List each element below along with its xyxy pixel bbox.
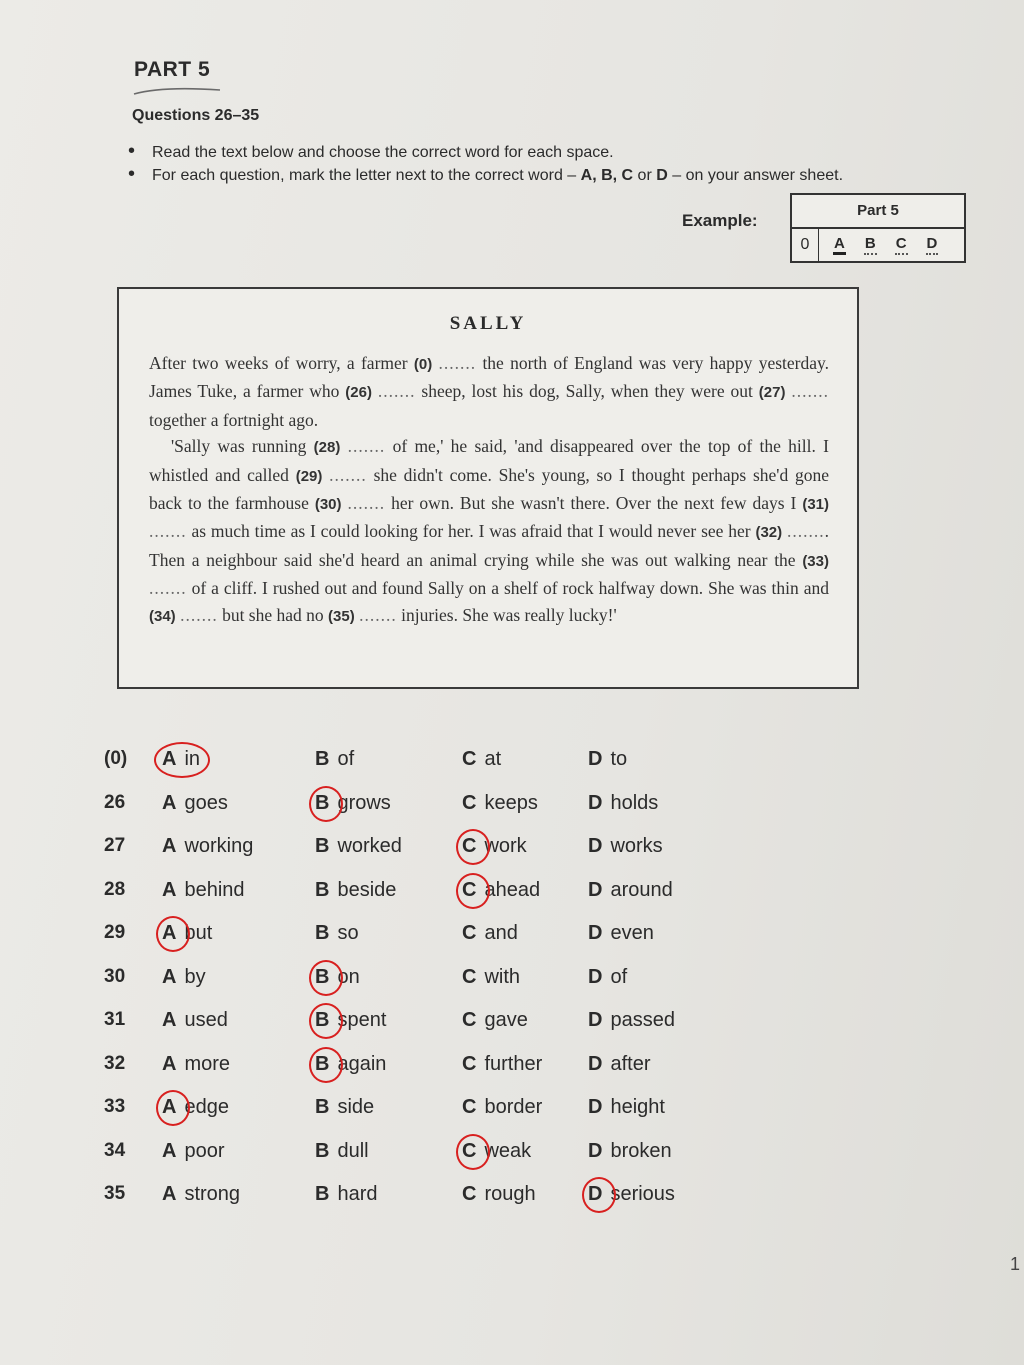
option-c[interactable] <box>462 835 527 858</box>
question-number: 26 <box>104 791 126 813</box>
question-number: (0) <box>104 748 128 769</box>
option-word: by <box>184 965 206 988</box>
option-letter: B <box>315 922 330 944</box>
pen-circle-mark <box>156 916 190 952</box>
gap-31: (31) <box>802 496 830 514</box>
option-d[interactable] <box>588 792 658 815</box>
option-word: gave <box>484 1009 528 1031</box>
gap-26: (26) <box>345 384 372 402</box>
option-d[interactable] <box>588 1140 672 1163</box>
option-word: worked <box>337 835 402 857</box>
option-letter: C <box>462 1183 477 1205</box>
option-word: dull <box>337 1139 369 1162</box>
option-letter: A <box>162 1009 177 1031</box>
question-number: 33 <box>104 1096 126 1117</box>
option-d[interactable] <box>588 835 663 858</box>
answer-row <box>100 1175 740 1219</box>
option-letter: B <box>315 1052 330 1075</box>
option-letter: A <box>162 791 177 814</box>
answer-row <box>100 1088 740 1132</box>
option-a[interactable] <box>162 879 245 902</box>
gap-35: (35) <box>328 607 355 625</box>
option-d[interactable] <box>588 1096 665 1119</box>
part-underline-stroke <box>132 84 222 96</box>
option-letter: C <box>462 748 477 770</box>
option-letter: A <box>162 965 177 988</box>
option-b[interactable] <box>315 922 359 945</box>
option-b[interactable] <box>315 1009 386 1032</box>
option-word: of <box>337 748 355 770</box>
gap-29: (29) <box>295 467 323 485</box>
answer-row <box>100 871 740 915</box>
option-word: even <box>610 922 654 944</box>
option-word: goes <box>184 791 228 814</box>
gap-33: (33) <box>802 552 829 570</box>
option-word: broken <box>610 1139 672 1162</box>
option-b[interactable] <box>315 748 354 771</box>
example-letter-a: A <box>833 235 846 255</box>
option-letter: B <box>315 791 330 814</box>
option-letter: A <box>162 1096 177 1118</box>
option-letter: D <box>588 1052 603 1075</box>
option-word: to <box>610 748 628 770</box>
option-word: serious <box>610 1183 675 1205</box>
example-number: 0 <box>792 229 819 261</box>
answer-row <box>100 827 740 871</box>
question-number: 31 <box>104 1009 126 1030</box>
option-word: and <box>484 922 518 944</box>
pen-circle-mark <box>309 1047 343 1083</box>
option-word: more <box>184 1052 231 1075</box>
option-word: beside <box>337 878 397 901</box>
option-d[interactable] <box>588 1053 650 1076</box>
option-word: border <box>484 1096 543 1118</box>
option-d[interactable] <box>588 966 627 989</box>
option-word: again <box>337 1052 387 1075</box>
option-word: rough <box>484 1183 536 1205</box>
option-letter: A <box>162 878 177 901</box>
option-letter: A <box>162 835 177 857</box>
option-a[interactable] <box>162 1009 228 1032</box>
instructions <box>128 141 848 187</box>
option-word: passed <box>610 1009 675 1031</box>
example-letter-d: D <box>926 235 939 255</box>
answer-row <box>100 1045 740 1089</box>
option-letter: B <box>315 965 330 988</box>
option-word: edge <box>184 1096 229 1118</box>
option-d[interactable] <box>588 922 654 945</box>
pen-circle-mark <box>309 786 343 822</box>
option-letter: C <box>462 1139 477 1162</box>
gap-32: (32) <box>755 524 783 542</box>
option-b[interactable] <box>315 879 396 902</box>
option-word: working <box>184 835 254 857</box>
option-a[interactable] <box>162 792 228 815</box>
option-b[interactable] <box>315 1053 386 1076</box>
option-letter: D <box>588 1183 603 1205</box>
option-letter: B <box>315 1096 330 1118</box>
example-label: Example: <box>682 211 758 230</box>
option-letter: B <box>315 1009 330 1031</box>
option-letter: C <box>462 835 477 857</box>
option-b[interactable] <box>315 966 360 989</box>
option-c[interactable] <box>462 1009 528 1032</box>
option-a[interactable] <box>162 1183 240 1206</box>
option-letter: B <box>315 1183 330 1205</box>
option-d[interactable] <box>588 1009 675 1032</box>
question-number: 32 <box>104 1052 126 1074</box>
option-a[interactable] <box>162 748 200 771</box>
option-letter: C <box>462 791 477 814</box>
option-word: with <box>484 965 521 988</box>
text-title: SALLY <box>449 313 527 334</box>
option-letter: D <box>588 1096 603 1118</box>
option-d[interactable] <box>588 1183 675 1206</box>
option-word: of <box>610 965 628 988</box>
pen-circle-mark <box>154 742 210 778</box>
option-letter: B <box>315 1139 330 1162</box>
option-c[interactable] <box>462 1140 531 1163</box>
option-a[interactable] <box>162 1140 224 1163</box>
option-letter: C <box>462 1009 477 1031</box>
option-b[interactable] <box>315 835 402 858</box>
option-letter: D <box>588 1009 603 1031</box>
gap-28: (28) <box>313 439 341 457</box>
option-word: grows <box>337 791 391 814</box>
option-a[interactable] <box>162 966 206 989</box>
option-letter: C <box>462 878 477 901</box>
option-a[interactable] <box>162 922 212 945</box>
question-number: 35 <box>104 1183 126 1204</box>
option-letter: A <box>162 748 177 770</box>
option-letter: D <box>588 965 603 988</box>
option-letter: D <box>588 791 603 814</box>
question-number: 30 <box>104 965 126 987</box>
option-word: poor <box>184 1139 225 1162</box>
example-letter-c: C <box>895 235 908 255</box>
gap-0: (0) <box>413 356 433 373</box>
option-letter: A <box>162 1139 177 1162</box>
option-word: work <box>484 835 527 857</box>
answer-row <box>100 914 740 958</box>
option-word: weak <box>484 1139 532 1162</box>
option-word: hard <box>337 1183 378 1205</box>
question-number: 28 <box>104 878 126 900</box>
option-b[interactable] <box>315 1096 374 1119</box>
option-letter: A <box>162 1183 177 1205</box>
example-letter-b: B <box>864 235 877 255</box>
option-word: strong <box>184 1183 241 1205</box>
pen-circle-mark <box>309 1003 343 1039</box>
option-letter: A <box>162 1052 177 1075</box>
pen-circle-mark <box>309 960 343 996</box>
option-a[interactable] <box>162 1053 230 1076</box>
option-c[interactable] <box>462 922 518 945</box>
instruction-2: • For each question, mark the letter next to the correct word – A, B, C or D – on your answer sheet. <box>128 164 848 187</box>
example-box-title: Part 5 <box>792 195 964 229</box>
option-word: further <box>484 1052 543 1075</box>
option-c[interactable] <box>462 1183 536 1206</box>
answer-options-list <box>100 740 740 1219</box>
option-word: height <box>610 1096 665 1118</box>
option-word: spent <box>337 1009 387 1031</box>
question-number: 27 <box>104 835 126 856</box>
option-c[interactable] <box>462 792 538 815</box>
gap-27: (27) <box>758 384 786 402</box>
option-word: keeps <box>484 791 538 814</box>
option-word: used <box>184 1009 228 1031</box>
option-word: at <box>484 748 502 770</box>
option-letter: C <box>462 1052 477 1075</box>
gap-30: (30) <box>314 496 342 514</box>
option-letter: D <box>588 922 603 944</box>
question-number: 34 <box>104 1139 126 1161</box>
option-letter: A <box>162 922 177 944</box>
page-edge-mark: 1 <box>1010 1254 1021 1274</box>
option-word: but <box>184 922 213 944</box>
option-letter: B <box>315 878 330 901</box>
option-c[interactable] <box>462 879 540 902</box>
option-a[interactable] <box>162 1096 229 1119</box>
answer-row <box>100 784 740 828</box>
option-b[interactable] <box>315 792 391 815</box>
option-letter: C <box>462 922 477 944</box>
example-answer-box <box>790 193 966 263</box>
questions-label: Questions 26–35 <box>132 107 260 124</box>
option-word: works <box>610 835 663 857</box>
option-letter: B <box>315 748 330 770</box>
option-letter: C <box>462 965 477 988</box>
pen-circle-mark <box>456 873 490 909</box>
answer-row <box>100 1132 740 1176</box>
pen-circle-mark <box>456 1134 490 1170</box>
option-word: ahead <box>484 878 541 901</box>
pen-circle-mark <box>456 829 490 865</box>
option-word: holds <box>610 791 659 814</box>
option-c[interactable] <box>462 966 520 989</box>
answer-row <box>100 1001 740 1045</box>
instruction-1: • Read the text below and choose the correct word for each space. <box>128 141 848 164</box>
option-d[interactable] <box>588 748 627 771</box>
option-c[interactable] <box>462 1096 542 1119</box>
option-word: on <box>337 965 360 988</box>
gap-34: (34) <box>149 607 176 625</box>
reading-text-box <box>117 287 859 689</box>
option-letter: D <box>588 748 603 770</box>
option-word: in <box>184 748 201 770</box>
option-letter: D <box>588 835 603 857</box>
answer-row <box>100 740 740 784</box>
option-a[interactable] <box>162 835 253 858</box>
option-letter: C <box>462 1096 477 1118</box>
option-c[interactable] <box>462 748 501 771</box>
option-c[interactable] <box>462 1053 542 1076</box>
option-letter: D <box>588 878 603 901</box>
answer-row <box>100 958 740 1002</box>
question-number: 29 <box>104 922 126 943</box>
option-b[interactable] <box>315 1140 369 1163</box>
text-body: After two weeks of worry, a farmer (0) ....... the north of England was very happy yesterday. James Tuke, a farmer who (26) ....... sheep, lost his dog, Sally, when they were out (27) ....... together a fortnight ago. 'Sally was running (28) ....... of me,' he said, 'and disappeared over the top of the hill. I whistled and called (29) ....... she didn't come. She's young, so I thought perhaps she'd gone back to the farmhouse (30) ....... her own. But she wasn't there. Over the next few days I (31) ....... as much time as I could looking for her. I was afraid that I would never see her (32) ........ Then a neighbour said she'd heard an animal crying while she was out walking near the (33) ....... of a cliff. I rushed out and found Sally on a shelf of rock halfway down. She was thin and (34) ....... but she had no (35) ....... injuries. She was really lucky!' <box>149 353 830 625</box>
option-d[interactable] <box>588 879 673 902</box>
option-b[interactable] <box>315 1183 377 1206</box>
option-word: side <box>337 1096 375 1118</box>
option-word: behind <box>184 878 245 901</box>
option-word: around <box>610 878 673 901</box>
pen-circle-mark <box>582 1177 616 1213</box>
option-letter: B <box>315 835 330 857</box>
option-word: so <box>337 922 359 944</box>
part-title: PART 5 <box>134 58 211 81</box>
option-letter: D <box>588 1139 603 1162</box>
option-word: after <box>610 1052 651 1075</box>
pen-circle-mark <box>156 1090 190 1126</box>
